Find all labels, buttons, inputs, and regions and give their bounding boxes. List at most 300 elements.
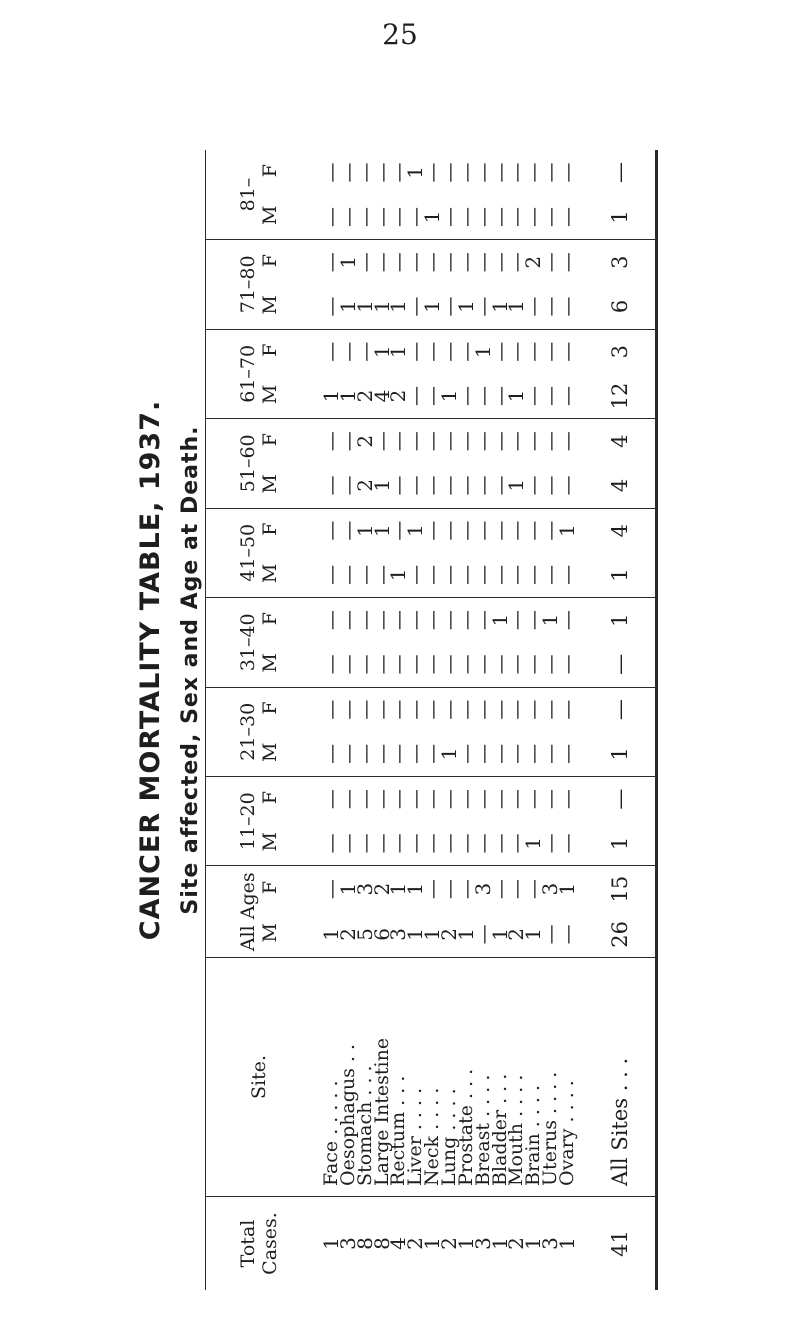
row-age-cell: — [521, 699, 546, 720]
row-all-ages-m: 5 [352, 928, 377, 941]
header-age-21-30: 21–30 M F [205, 687, 313, 776]
row-age-cell: — [369, 252, 394, 273]
row-all-ages-f: 1 [386, 882, 411, 896]
row-age-cell: — [335, 699, 360, 720]
row-age-cell: — [453, 699, 478, 720]
row-age-cell: — [521, 743, 546, 764]
row-age-cell: — [487, 520, 512, 541]
row-age-cell: 2 [352, 434, 377, 448]
row-age-cell: — [420, 564, 445, 585]
row-age-cell: 1 [386, 345, 411, 359]
header-age-61-70: 61–70 M F [205, 329, 313, 418]
row-age-cell: — [369, 833, 394, 854]
row-age-cell: — [538, 564, 563, 585]
row-age-cell: 1 [470, 345, 495, 359]
row-age-cell: — [403, 833, 428, 854]
row-age-cell: — [521, 610, 546, 631]
total-age-cell: 1 [585, 821, 655, 866]
row-age-cell: — [403, 789, 428, 810]
row-age-cell: — [453, 475, 478, 496]
row-total-cases: 1 [420, 1237, 445, 1250]
age-col [313, 240, 584, 285]
total-age-cell: 1 [585, 732, 655, 777]
row-age-cell: — [319, 296, 344, 317]
row-age-cell: — [352, 654, 377, 675]
row-total-cases: 3 [335, 1237, 360, 1250]
row-age-cell: — [504, 341, 529, 362]
total-age-cell: 4 [585, 463, 655, 508]
row-total-cases: 1 [521, 1237, 546, 1250]
row-age-cell: — [319, 699, 344, 720]
row-age-cell: — [521, 475, 546, 496]
row-all-ages-f: — [504, 879, 529, 900]
row-all-ages-m: — [470, 924, 495, 945]
row-age-cell: — [521, 206, 546, 227]
row-age-cell: 1 [335, 300, 360, 313]
row-age-cell: — [504, 654, 529, 675]
header-all-ages: All Ages M F [205, 866, 313, 958]
row-age-cell: 1 [504, 389, 529, 403]
age-col [313, 598, 584, 643]
row-age-cell: — [319, 431, 344, 452]
age-col [313, 463, 584, 508]
row-age-cell: — [319, 789, 344, 810]
total-age-cell: — [607, 699, 632, 721]
totals-row [585, 150, 655, 1290]
row-age-cell: — [504, 431, 529, 452]
row-age-cell: — [369, 206, 394, 227]
row-age-cell: — [470, 743, 495, 764]
total-age-cell: 1 [585, 553, 655, 598]
row-age-cell: — [554, 699, 579, 720]
row-age-cell: — [470, 564, 495, 585]
total-age-cell: — [607, 161, 632, 183]
row-age-cell: — [403, 385, 428, 406]
row-age-cell: — [554, 789, 579, 810]
row-age-cell: — [453, 743, 478, 764]
row-age-cell: — [538, 520, 563, 541]
header-total-cases: Total Cases. [237, 1212, 282, 1275]
row-age-cell: — [319, 833, 344, 854]
row-age-cell: — [453, 654, 478, 675]
row-age-cell: — [319, 206, 344, 227]
row-age-cell: — [487, 341, 512, 362]
row-all-ages-m: 2 [504, 928, 529, 941]
age-col [313, 374, 584, 419]
row-age-cell: — [335, 564, 360, 585]
row-age-cell: — [335, 520, 360, 541]
row-all-ages-f: 1 [403, 882, 428, 896]
row-age-cell: — [487, 252, 512, 273]
row-age-cell: — [538, 833, 563, 854]
row-age-cell: — [487, 475, 512, 496]
row-all-ages-m: — [554, 924, 579, 945]
age-col [313, 821, 584, 866]
age-col [313, 777, 584, 822]
row-age-cell: — [538, 431, 563, 452]
row-age-cell: — [554, 833, 579, 854]
row-age-cell: — [335, 341, 360, 362]
table-body-row [313, 150, 584, 1290]
total-age-cell: — [585, 642, 655, 687]
row-age-cell: 1 [554, 524, 579, 538]
row-age-cell: 1 [319, 389, 344, 403]
total-age-cell: 3 [607, 255, 632, 269]
row-age-cell: — [470, 833, 495, 854]
age-col [313, 553, 584, 598]
grand-total: 41 [607, 1230, 632, 1257]
row-age-cell: — [504, 743, 529, 764]
row-age-cell: — [403, 206, 428, 227]
row-age-cell: — [420, 610, 445, 631]
row-all-ages-f: — [521, 879, 546, 900]
row-age-cell: — [470, 654, 495, 675]
row-site-name: Neck . . . . [421, 1087, 444, 1186]
row-age-cell: — [453, 833, 478, 854]
total-age-cell: 12 [585, 374, 655, 419]
header-row [205, 150, 313, 1290]
row-age-cell: — [403, 564, 428, 585]
row-age-cell: — [436, 162, 461, 183]
row-age-cell: — [521, 520, 546, 541]
row-age-cell: — [554, 654, 579, 675]
age-col [313, 150, 584, 195]
age-col [313, 687, 584, 732]
age-col [313, 732, 584, 777]
row-age-cell: — [335, 789, 360, 810]
row-age-cell: 1 [403, 166, 428, 179]
row-age-cell: — [487, 654, 512, 675]
row-age-cell: — [319, 341, 344, 362]
row-all-ages-f: — [420, 879, 445, 900]
row-age-cell: 1 [436, 389, 461, 403]
header-age-41-50: 41–50 M F [205, 508, 313, 597]
row-age-cell: — [369, 654, 394, 675]
row-age-cell: — [521, 385, 546, 406]
row-age-cell: 1 [352, 524, 377, 538]
row-site-name: Brain . . . . [522, 1084, 545, 1186]
row-age-cell: — [369, 743, 394, 764]
row-all-ages-m: 1 [453, 928, 478, 941]
row-all-ages-m: 2 [436, 928, 461, 941]
row-age-cell: 2 [352, 479, 377, 492]
row-all-ages-m: 1 [319, 928, 344, 941]
row-site-name: Oesophagus . . [336, 1043, 359, 1186]
row-age-cell: — [403, 610, 428, 631]
row-age-cell: — [504, 610, 529, 631]
row-age-cell: 1 [420, 300, 445, 313]
row-all-ages-f: 1 [335, 882, 360, 896]
row-age-cell: — [521, 789, 546, 810]
row-age-cell: 1 [369, 345, 394, 359]
row-age-cell: 1 [521, 837, 546, 850]
row-age-cell: 1 [436, 747, 461, 761]
row-age-cell: 1 [403, 524, 428, 538]
header-age-11-20: 11–20 M F [205, 777, 313, 866]
row-age-cell: — [436, 206, 461, 227]
row-age-cell: — [352, 341, 377, 362]
row-age-cell: — [538, 743, 563, 764]
header-age-51-60: 51–60 M F [205, 419, 313, 508]
row-age-cell: — [554, 431, 579, 452]
row-age-cell: — [436, 252, 461, 273]
row-age-cell: — [554, 296, 579, 317]
row-site-name: Mouth . . . . [505, 1074, 528, 1186]
row-age-cell: — [420, 520, 445, 541]
row-age-cell: — [554, 252, 579, 273]
row-total-cases: 8 [352, 1237, 377, 1250]
row-total-cases: 1 [319, 1237, 344, 1250]
row-age-cell: — [436, 833, 461, 854]
row-total-cases: 3 [538, 1237, 563, 1250]
row-age-cell: — [420, 385, 445, 406]
row-age-cell: — [352, 833, 377, 854]
row-total-cases: 2 [504, 1237, 529, 1250]
row-age-cell: — [420, 252, 445, 273]
row-age-cell: 1 [504, 300, 529, 313]
row-age-cell: — [352, 610, 377, 631]
row-site-name: Prostate . . . [454, 1068, 477, 1186]
row-age-cell: 1 [487, 300, 512, 313]
row-total-cases: 2 [403, 1237, 428, 1250]
all-sites-label: All Sites . . . [585, 958, 655, 1197]
row-site-name: Face . . . . . [320, 1080, 343, 1186]
row-age-cell: — [521, 296, 546, 317]
row-age-cell: — [403, 654, 428, 675]
total-age-cell: 4 [607, 523, 632, 538]
row-age-cell: — [470, 206, 495, 227]
row-age-cell: 1 [335, 389, 360, 403]
row-age-cell: — [352, 699, 377, 720]
row-site-name: Liver . . . . [404, 1087, 427, 1186]
row-site-name: Breast . . . . [471, 1074, 494, 1186]
row-age-cell: 2 [352, 389, 377, 403]
row-age-cell: — [554, 385, 579, 406]
row-all-ages-f: 3 [470, 882, 495, 896]
row-all-ages-f: 1 [554, 882, 579, 896]
mortality-table [205, 150, 655, 1290]
row-age-cell: — [420, 475, 445, 496]
row-age-cell: — [504, 833, 529, 854]
row-age-cell: — [453, 564, 478, 585]
row-age-cell: — [521, 564, 546, 585]
row-age-cell: — [487, 206, 512, 227]
row-site-name: Rectum . . . [387, 1075, 410, 1186]
row-age-cell: 1 [504, 479, 529, 492]
row-age-cell: — [554, 475, 579, 496]
row-age-cell: — [386, 520, 411, 541]
row-age-cell: — [487, 564, 512, 585]
row-age-cell: 1 [453, 300, 478, 313]
row-age-cell: — [386, 610, 411, 631]
row-age-cell: — [453, 520, 478, 541]
row-age-cell: — [352, 564, 377, 585]
row-age-cell: — [453, 162, 478, 183]
row-age-cell: 4 [369, 389, 394, 403]
row-age-cell: — [319, 520, 344, 541]
row-age-cell: — [319, 162, 344, 183]
row-age-cell: — [403, 341, 428, 362]
row-all-ages-m: 1 [521, 928, 546, 941]
row-age-cell: — [453, 206, 478, 227]
row-age-cell: — [436, 520, 461, 541]
row-all-ages-f: — [487, 879, 512, 900]
row-age-cell: — [319, 564, 344, 585]
row-all-ages-m: — [538, 924, 563, 945]
row-age-cell: — [504, 789, 529, 810]
row-age-cell: — [470, 296, 495, 317]
row-all-ages-m: 1 [420, 928, 445, 941]
row-site-name: Ovary . . . . [555, 1080, 578, 1186]
row-age-cell: — [386, 833, 411, 854]
row-age-cell: — [538, 252, 563, 273]
row-age-cell: — [554, 206, 579, 227]
row-age-cell: 1 [386, 568, 411, 582]
row-age-cell: — [352, 162, 377, 183]
row-age-cell: — [521, 341, 546, 362]
row-age-cell: — [470, 385, 495, 406]
row-age-cell: 1 [369, 300, 394, 313]
row-age-cell: — [319, 475, 344, 496]
row-age-cell: — [554, 341, 579, 362]
row-age-cell: — [554, 743, 579, 764]
row-age-cell: — [386, 252, 411, 273]
row-site-name: Stomach . . . [353, 1065, 376, 1186]
row-age-cell: — [386, 654, 411, 675]
row-total-cases: 2 [436, 1237, 461, 1250]
table-title: CANCER MORTALITY TABLE, 1937. [135, 399, 166, 941]
row-total-cases: 4 [386, 1237, 411, 1250]
row-age-cell: 1 [369, 479, 394, 492]
row-age-cell: — [453, 341, 478, 362]
row-age-cell: — [403, 743, 428, 764]
row-age-cell: — [453, 431, 478, 452]
age-col [313, 508, 584, 553]
row-site-name: Lung . . . . [437, 1088, 460, 1186]
row-age-cell: — [386, 789, 411, 810]
row-age-cell: — [504, 699, 529, 720]
total-age-cell: 1 [607, 613, 632, 627]
row-site-name: Large Intestine [370, 1037, 393, 1186]
row-age-cell: — [453, 252, 478, 273]
row-age-cell: — [319, 654, 344, 675]
row-age-cell: 2 [521, 255, 546, 269]
row-total-cases: 1 [453, 1237, 478, 1250]
row-age-cell: — [335, 206, 360, 227]
row-age-cell: — [352, 252, 377, 273]
row-all-ages-m: 2 [335, 928, 360, 941]
row-age-cell: — [504, 206, 529, 227]
row-age-cell: — [538, 385, 563, 406]
page-number: 25 [382, 18, 418, 51]
row-site-name: Uterus . . . . [539, 1071, 562, 1186]
row-age-cell: — [420, 789, 445, 810]
row-age-cell: — [403, 475, 428, 496]
row-age-cell: — [554, 610, 579, 631]
row-age-cell: — [436, 431, 461, 452]
row-age-cell: — [470, 520, 495, 541]
row-age-cell: — [487, 699, 512, 720]
row-age-cell: 1 [487, 613, 512, 627]
header-age-71-80: 71–80 M F [205, 240, 313, 329]
total-age-cell: 6 [585, 284, 655, 329]
row-age-cell: — [470, 789, 495, 810]
row-age-cell: — [403, 252, 428, 273]
row-age-cell: — [487, 162, 512, 183]
row-age-cell: — [420, 431, 445, 452]
table-bottom-rule [655, 150, 658, 1290]
total-all-m: 26 [585, 912, 655, 958]
row-all-ages-m: 1 [487, 928, 512, 941]
row-age-cell: — [335, 610, 360, 631]
row-age-cell: — [504, 252, 529, 273]
row-age-cell: — [436, 789, 461, 810]
row-age-cell: — [436, 475, 461, 496]
row-total-cases: 1 [487, 1237, 512, 1250]
age-col [313, 419, 584, 464]
row-age-cell: — [386, 431, 411, 452]
row-age-cell: — [554, 564, 579, 585]
age-col [313, 195, 584, 240]
row-age-cell: — [420, 654, 445, 675]
age-col [313, 329, 584, 374]
row-age-cell: — [436, 341, 461, 362]
header-age-31-40: 31–40 M F [205, 598, 313, 687]
row-age-cell: — [538, 654, 563, 675]
row-age-cell: — [453, 385, 478, 406]
total-age-cell: 3 [607, 345, 632, 359]
row-age-cell: — [453, 789, 478, 810]
row-age-cell: — [335, 654, 360, 675]
row-total-cases: 3 [470, 1237, 495, 1250]
row-all-ages-m: 1 [403, 928, 428, 941]
total-cases-column [313, 1196, 584, 1290]
row-age-cell: — [369, 699, 394, 720]
row-all-ages-f: — [436, 879, 461, 900]
row-age-cell: — [319, 743, 344, 764]
row-age-cell: — [538, 296, 563, 317]
row-all-ages-f: 3 [352, 882, 377, 896]
row-age-cell: — [504, 564, 529, 585]
row-site-name: Bladder . . . [488, 1073, 511, 1186]
row-age-cell: — [403, 699, 428, 720]
row-age-cell: — [470, 699, 495, 720]
row-age-cell: — [436, 610, 461, 631]
row-age-cell: — [420, 341, 445, 362]
row-age-cell: — [487, 385, 512, 406]
row-age-cell: 1 [369, 524, 394, 538]
total-age-cell: 1 [585, 195, 655, 240]
row-age-cell: — [319, 610, 344, 631]
row-all-ages-f: — [453, 879, 478, 900]
row-age-cell: — [538, 162, 563, 183]
row-age-cell: — [420, 699, 445, 720]
row-age-cell: — [521, 654, 546, 675]
row-age-cell: 1 [538, 613, 563, 627]
row-age-cell: — [470, 431, 495, 452]
row-age-cell: — [470, 162, 495, 183]
row-age-cell: — [436, 654, 461, 675]
row-age-cell: — [369, 610, 394, 631]
all-ages-f-column [313, 866, 584, 912]
row-age-cell: — [453, 610, 478, 631]
row-age-cell: — [335, 431, 360, 452]
row-age-cell: — [386, 206, 411, 227]
age-col [313, 642, 584, 687]
row-age-cell: — [352, 206, 377, 227]
row-age-cell: — [386, 475, 411, 496]
row-age-cell: — [487, 789, 512, 810]
